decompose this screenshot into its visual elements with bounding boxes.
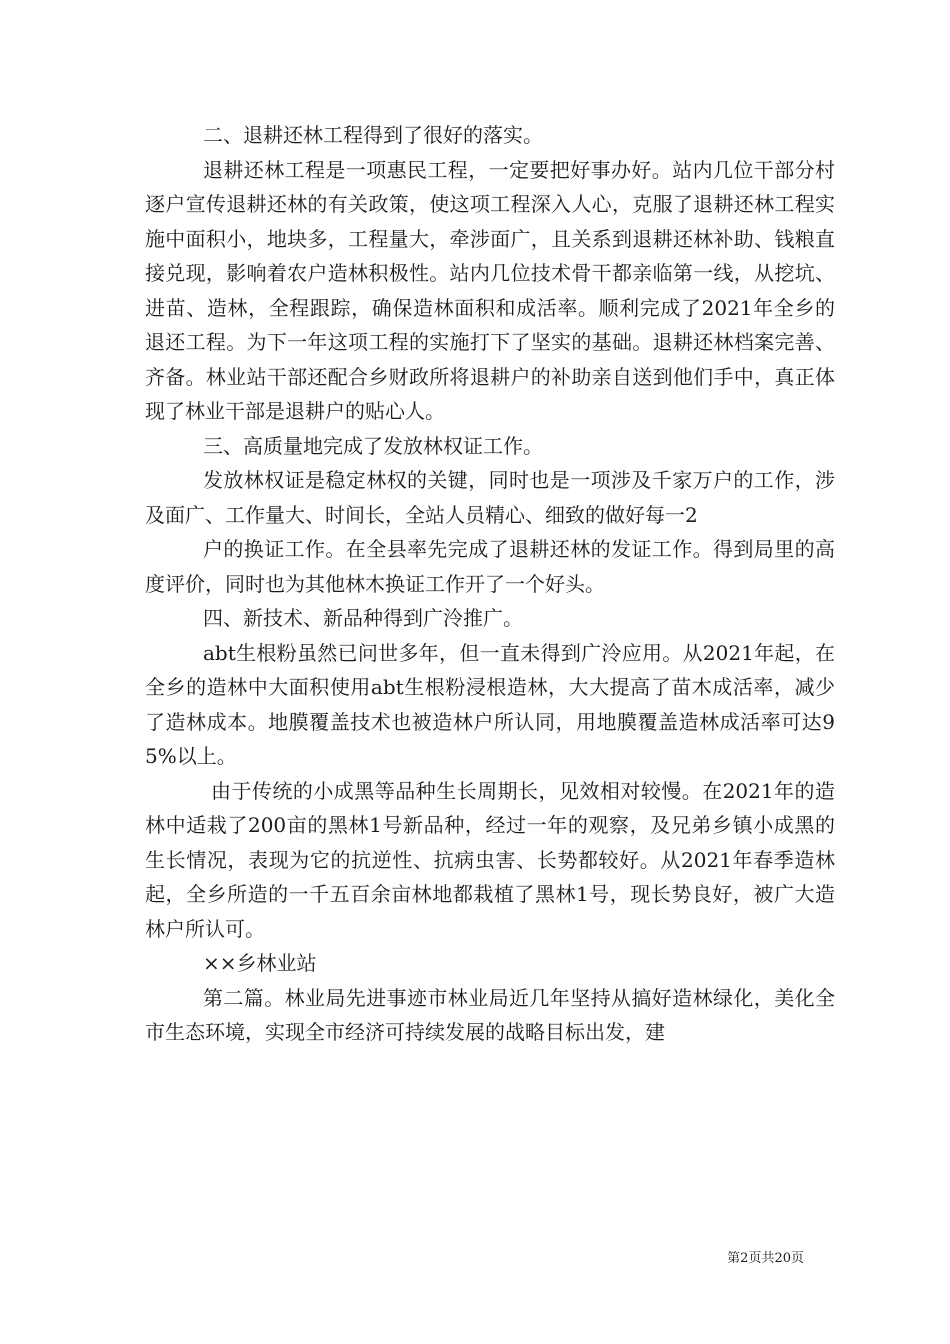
body-paragraph: 退耕还林工程是一项惠民工程，一定要把好事办好。站内几位干部分村逐户宣传退耕还林的有关政策，使这项工程深入人心，克服了退耕还林工程实施中面积小，地块多，工程量大，牵涉面广，且关系到退耕还林补助、钱粮直接兑现，影响着农户造林积极性。站内几位技术骨干都亲临第一线，从挖坑、进苗、造林，全程跟踪，确保造林面积和成活率。顺利完成了2021年全乡的退还工程。为下一年这项工程的实施打下了坚实的基础。退耕还林档案完善、齐备。林业站干部还配合乡财政所将退耕户的补助亲自送到他们手中，真正体现了林业干部是退耕户的贴心人。 xyxy=(145,157,835,423)
signature-line: ××乡林业站 xyxy=(203,951,317,975)
section-heading-3: 三、高质量地完成了发放林权证工作。 xyxy=(203,433,543,458)
body-paragraph: 第二篇。林业局先进事迹市林业局近几年坚持从搞好造林绿化，美化全市生态环境，实现全市经济可持续发展的战略目标出发，建 xyxy=(145,985,835,1044)
body-paragraph: abt生根粉虽然已问世多年，但一直未得到广泠应用。从2021年起，在全乡的造林中大面积使用abt生根粉浸根造林，大大提高了苗木成活率，减少了造林成本。地膜覆盖技术也被造林户所认同，用地膜覆盖造林成活率可达95%以上。 xyxy=(145,640,835,768)
section-heading-2: 二、退耕还林工程得到了很好的落实。 xyxy=(203,123,543,147)
document-body xyxy=(145,118,835,1050)
body-paragraph: 发放林权证是稳定林权的关键，同时也是一项涉及千家万户的工作，涉及面广、工作量大、时间长，全站人员精心、细致的做好每一2 xyxy=(145,468,835,527)
body-paragraph: 由于传统的小成黑等品种生长周期长，见效相对较慢。在2021年的造林中适栽了200亩的黑林1号新品种，经过一年的观察，及兄弟乡镇小成黑的生长情况，表现为它的抗逆性、抗病虫害、长势都较好。从2021年春季造林起，全乡所造的一千五百余亩林地都栽植了黑林1号，现长势良好，被广大造林户所认可。 xyxy=(145,778,835,941)
body-paragraph: 户的换证工作。在全县率先完成了退耕还林的发证工作。得到局里的高度评价，同时也为其他林木换证工作开了一个好头。 xyxy=(145,537,835,596)
section-heading-4: 四、新技术、新品种得到广泠推广。 xyxy=(203,606,523,630)
page-number: 第2页共20页 xyxy=(727,1251,804,1266)
